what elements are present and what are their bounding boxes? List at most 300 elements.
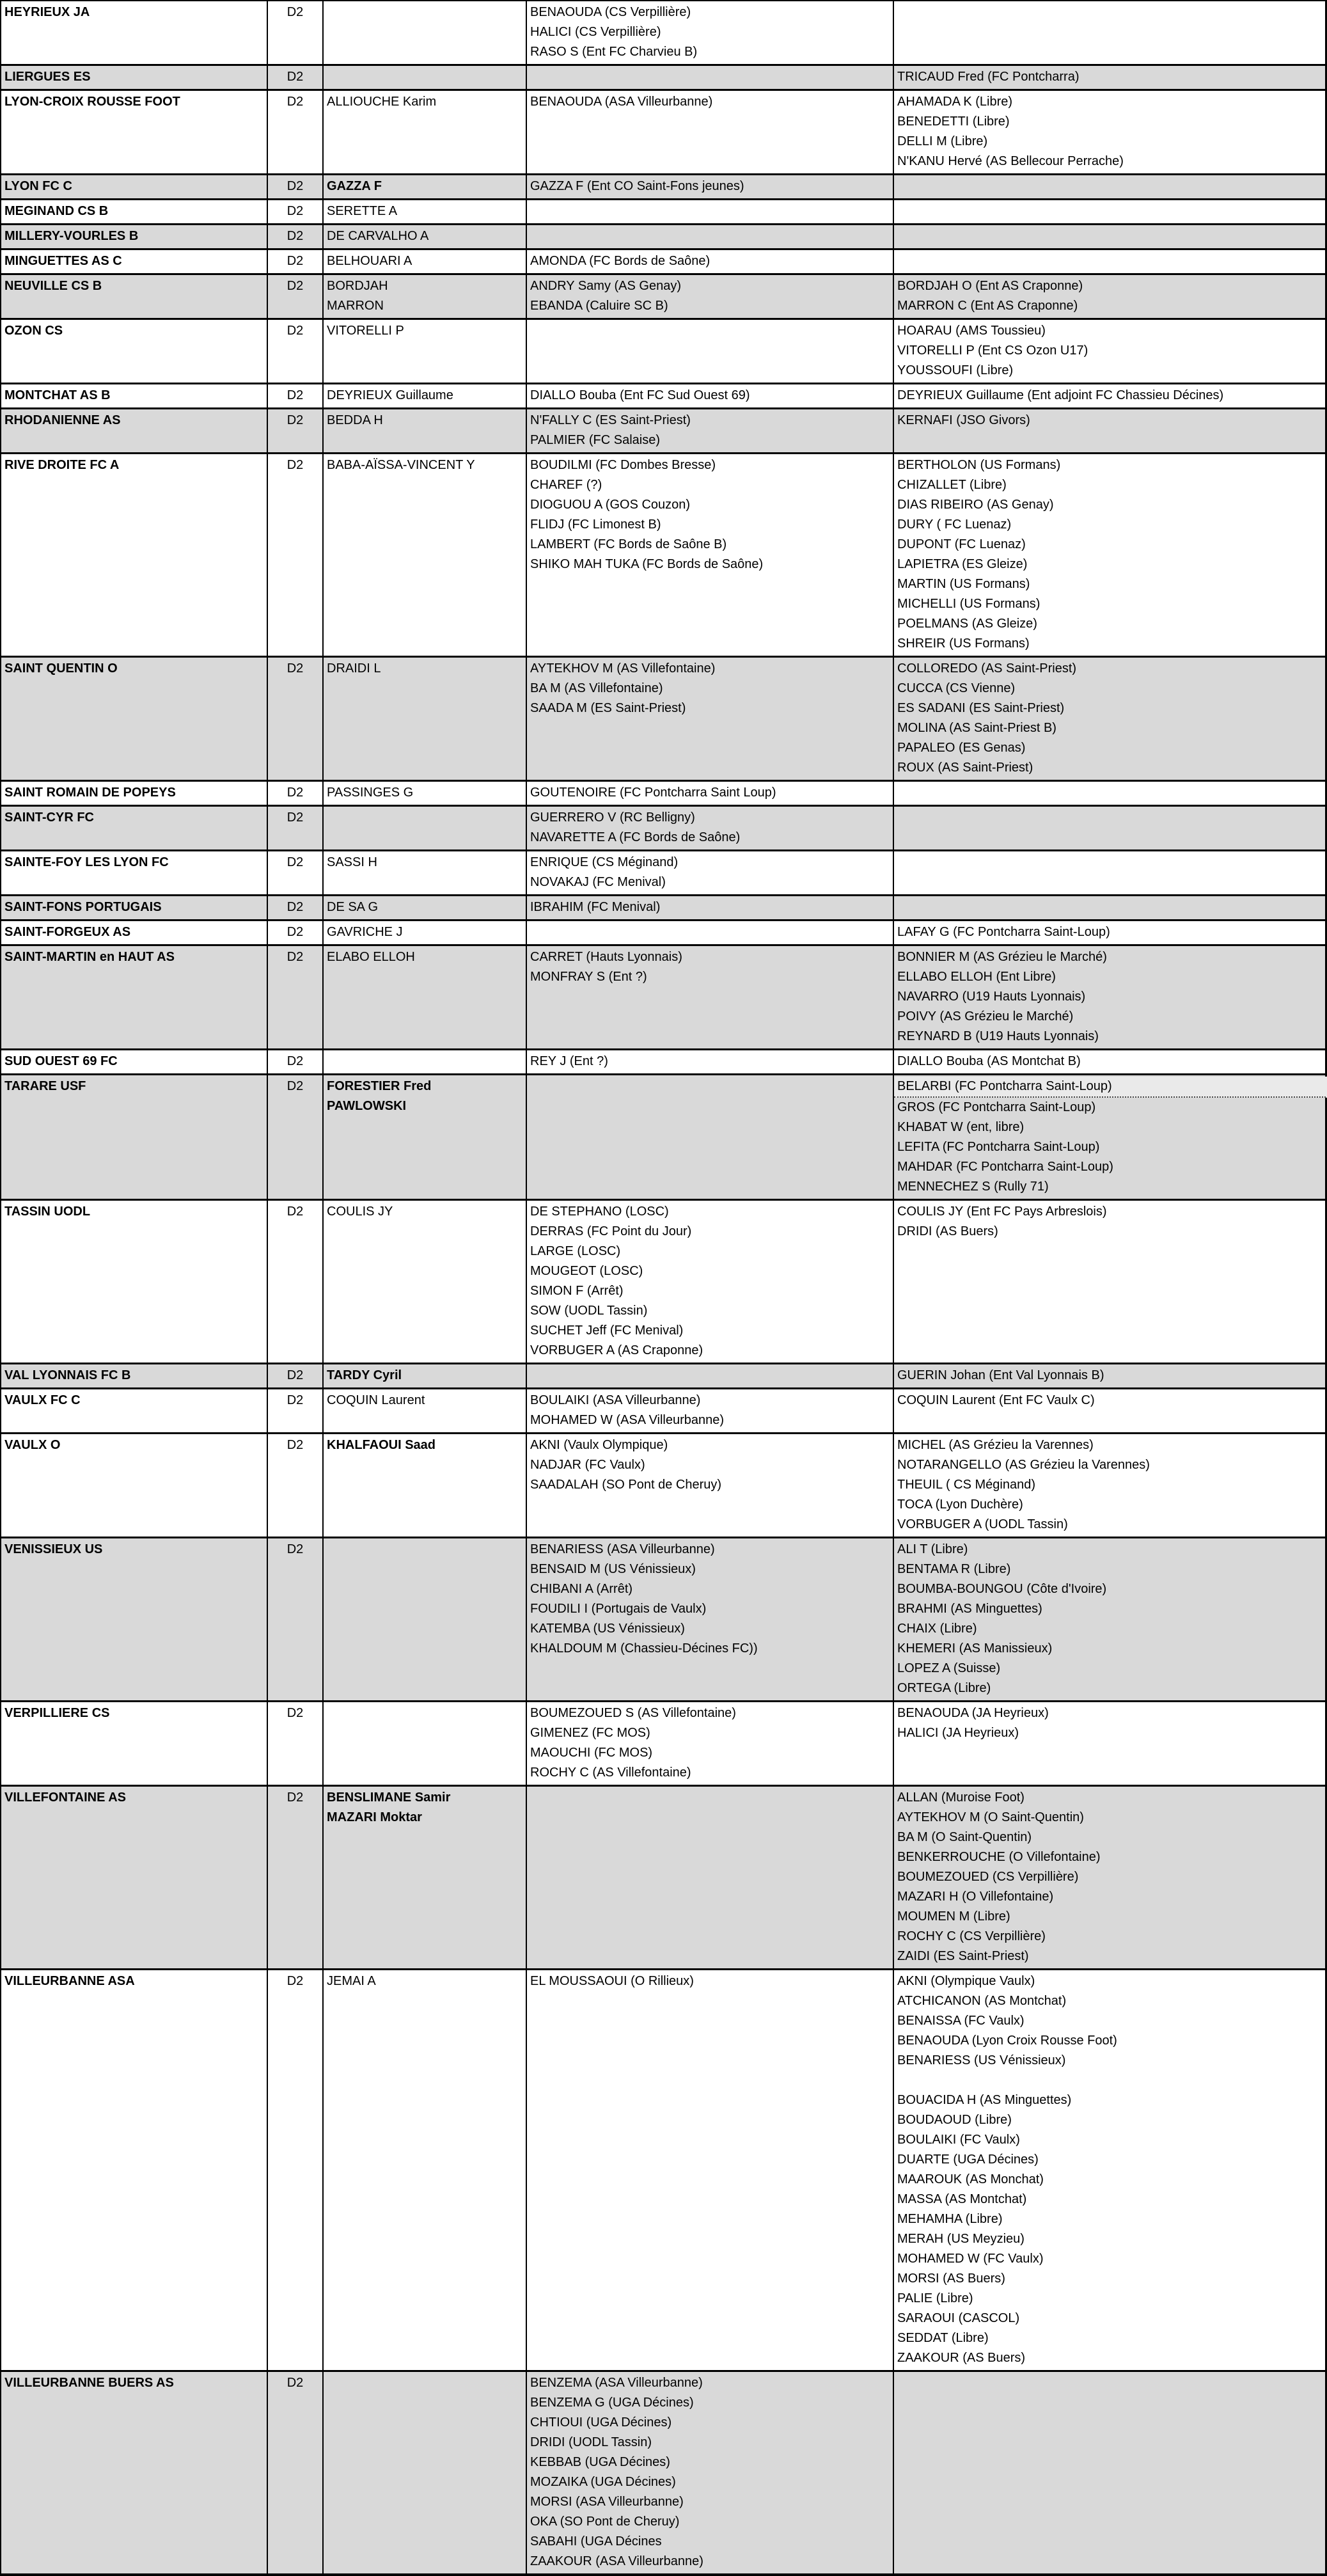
- departures-cell: [894, 782, 1327, 805]
- departure-line: DIALLO Bouba (AS Montchat B): [897, 1054, 1081, 1068]
- departure-line: ROCHY C (CS Verpillière): [897, 1929, 1046, 1943]
- division-cell: D2: [268, 1970, 324, 2370]
- table-row: [1, 782, 1325, 807]
- table-row: [1, 921, 1325, 946]
- departure-line: MAAROUK (AS Monchat): [897, 2172, 1044, 2186]
- arrival-line: FLIDJ (FC Limonest B): [530, 518, 661, 532]
- departure-line: ROUX (AS Saint-Priest): [897, 761, 1033, 775]
- coach-cell: [324, 454, 527, 656]
- table-row: [1, 275, 1325, 320]
- departure-line: MOUMEN M (Libre): [897, 1909, 1010, 1924]
- table-row: [1, 91, 1325, 175]
- arrival-line: BENZEMA (ASA Villeurbanne): [530, 2376, 703, 2390]
- club-name-cell: MONTCHAT AS B: [1, 384, 268, 407]
- departure-line: BENKERROUCHE (O Villefontaine): [897, 1850, 1101, 1864]
- departure-line: KHEMERI (AS Manissieux): [897, 1641, 1053, 1655]
- arrival-line: AKNI (Vaulx Olympique): [530, 1438, 668, 1452]
- arrival-line: BA M (AS Villefontaine): [530, 681, 663, 695]
- departures-cell: [894, 1364, 1327, 1387]
- departures-cell: [894, 2372, 1327, 2573]
- departure-line: DEYRIEUX Guillaume (Ent adjoint FC Chassieu Décines): [897, 388, 1224, 402]
- division-cell: D2: [268, 66, 324, 89]
- departure-line: BENAISSA (FC Vaulx): [897, 2014, 1025, 2028]
- arrival-line: GAZZA F (Ent CO Saint-Fons jeunes): [530, 179, 744, 193]
- departure-line: DUARTE (UGA Décines): [897, 2153, 1039, 2167]
- division-cell: D2: [268, 896, 324, 919]
- arrival-line: CHTIOUI (UGA Décines): [530, 2415, 672, 2430]
- table-row: [1, 1787, 1325, 1970]
- club-name-cell: VILLEFONTAINE AS: [1, 1787, 268, 1968]
- departures-cell: [894, 807, 1327, 849]
- departures-cell: [894, 921, 1327, 944]
- table-row: [1, 2372, 1325, 2573]
- departures-cell: [894, 1787, 1327, 1968]
- departure-line: MICHELLI (US Formans): [897, 597, 1040, 611]
- departure-line: ATCHICANON (AS Montchat): [897, 1994, 1067, 2008]
- club-name-cell: HEYRIEUX JA: [1, 1, 268, 64]
- arrival-line: CARRET (Hauts Lyonnais): [530, 950, 682, 964]
- division-cell: D2: [268, 946, 324, 1048]
- departure-line: PAPALEO (ES Genas): [897, 741, 1026, 755]
- table-row: [1, 1538, 1325, 1702]
- departure-line: GROS (FC Pontcharra Saint-Loup): [897, 1100, 1096, 1114]
- departure-line: MOHAMED W (FC Vaulx): [897, 2252, 1044, 2266]
- arrivals-cell: [527, 1075, 894, 1199]
- coache-line: VITORELLI P: [327, 324, 404, 338]
- departures-cell: [894, 250, 1327, 273]
- departures-cell: [894, 1389, 1327, 1432]
- coache-line: TARDY Cyril: [327, 1368, 402, 1382]
- coach-cell: [324, 1050, 527, 1073]
- departure-line: DIAS RIBEIRO (AS Genay): [897, 498, 1054, 512]
- coache-line: MARRON: [327, 299, 384, 313]
- club-name-cell: NEUVILLE CS B: [1, 275, 268, 318]
- table-row: [1, 409, 1325, 454]
- coach-cell: [324, 409, 527, 452]
- departure-line: MARRON C (Ent AS Craponne): [897, 299, 1078, 313]
- arrival-line: SABAHI (UGA Décines: [530, 2534, 662, 2548]
- table-row: [1, 225, 1325, 250]
- departure-line: N'KANU Hervé (AS Bellecour Perrache): [897, 154, 1124, 168]
- club-name-cell: TASSIN UODL: [1, 1201, 268, 1363]
- table-row: [1, 807, 1325, 851]
- club-name-cell: SAINT QUENTIN O: [1, 658, 268, 780]
- departure-line: HALICI (JA Heyrieux): [897, 1726, 1019, 1740]
- departure-line: COQUIN Laurent (Ent FC Vaulx C): [897, 1393, 1095, 1407]
- departure-line: LOPEZ A (Suisse): [897, 1661, 1001, 1675]
- departures-cell: [894, 1434, 1327, 1537]
- arrival-line: EL MOUSSAOUI (O Rillieux): [530, 1974, 694, 1988]
- table-row: [1, 1050, 1325, 1075]
- departure-line: COLLOREDO (AS Saint-Priest): [897, 661, 1077, 676]
- arrival-line: NOVAKAJ (FC Menival): [530, 875, 666, 889]
- club-name-cell: VILLEURBANNE ASA: [1, 1970, 268, 2370]
- arrivals-cell: [527, 921, 894, 944]
- departure-line: LAPIETRA (ES Gleize): [897, 557, 1028, 571]
- coache-line: JEMAI A: [327, 1974, 376, 1988]
- club-name-cell: TARARE USF: [1, 1075, 268, 1199]
- division-cell: D2: [268, 250, 324, 273]
- arrival-line: BENAOUDA (ASA Villeurbanne): [530, 95, 713, 109]
- coach-cell: [324, 275, 527, 318]
- arrivals-cell: [527, 1970, 894, 2370]
- arrival-line: MAOUCHI (FC MOS): [530, 1746, 653, 1760]
- table-row: [1, 66, 1325, 91]
- division-cell: D2: [268, 275, 324, 318]
- coache-line: GAVRICHE J: [327, 925, 403, 939]
- coache-line: MAZARI Moktar: [327, 1810, 422, 1824]
- arrivals-cell: [527, 200, 894, 223]
- departures-cell: [894, 225, 1327, 248]
- arrivals-cell: [527, 1538, 894, 1700]
- departure-line: TOCA (Lyon Duchère): [897, 1497, 1023, 1512]
- arrivals-cell: [527, 1364, 894, 1387]
- coach-cell: [324, 175, 527, 198]
- coach-cell: [324, 250, 527, 273]
- arrivals-cell: [527, 851, 894, 894]
- departure-line: DRIDI (AS Buers): [897, 1224, 998, 1238]
- table-row: [1, 384, 1325, 409]
- table-row: [1, 1434, 1325, 1538]
- division-cell: D2: [268, 1434, 324, 1537]
- club-name-cell: LIERGUES ES: [1, 66, 268, 89]
- club-name-cell: VENISSIEUX US: [1, 1538, 268, 1700]
- coach-cell: [324, 1787, 527, 1968]
- departure-line: BOUMEZOUED (CS Verpillière): [897, 1870, 1079, 1884]
- departure-line: BENARIESS (US Vénissieux): [897, 2053, 1066, 2067]
- coach-cell: [324, 807, 527, 849]
- club-name-cell: MILLERY-VOURLES B: [1, 225, 268, 248]
- departure-line: BENAOUDA (JA Heyrieux): [897, 1706, 1049, 1720]
- club-name-cell: SAINT-FORGEUX AS: [1, 921, 268, 944]
- club-name-cell: SAINT-CYR FC: [1, 807, 268, 849]
- club-name-cell: MEGINAND CS B: [1, 200, 268, 223]
- departures-cell: [894, 409, 1327, 452]
- arrivals-cell: [527, 658, 894, 780]
- coach-cell: [324, 225, 527, 248]
- arrivals-cell: [527, 2372, 894, 2573]
- table-row: [1, 1075, 1325, 1201]
- departure-line: NOTARANGELLO (AS Grézieu la Varennes): [897, 1458, 1150, 1472]
- departure-line: REYNARD B (U19 Hauts Lyonnais): [897, 1029, 1099, 1043]
- coache-line: FORESTIER Fred: [327, 1079, 432, 1093]
- coach-cell: [324, 1201, 527, 1363]
- coach-cell: [324, 1364, 527, 1387]
- departures-cell: [894, 658, 1327, 780]
- coach-cell: [324, 946, 527, 1048]
- departure-line: KERNAFI (JSO Givors): [897, 413, 1030, 427]
- coach-cell: [324, 782, 527, 805]
- coache-line: BELHOUARI A: [327, 254, 412, 268]
- departure-line: POELMANS (AS Gleize): [897, 617, 1037, 631]
- arrivals-cell: [527, 91, 894, 173]
- arrival-line: SIMON F (Arrêt): [530, 1284, 624, 1298]
- arrivals-cell: [527, 275, 894, 318]
- division-cell: D2: [268, 782, 324, 805]
- arrivals-cell: [527, 807, 894, 849]
- arrival-line: MOUGEOT (LOSC): [530, 1264, 643, 1278]
- division-cell: D2: [268, 225, 324, 248]
- departures-cell: [894, 66, 1327, 89]
- departure-line: ALLAN (Muroise Foot): [897, 1790, 1025, 1805]
- departure-line: BENAOUDA (Lyon Croix Rousse Foot): [897, 2034, 1117, 2048]
- division-cell: D2: [268, 1, 324, 64]
- coache-line: BENSLIMANE Samir: [327, 1790, 451, 1805]
- arrival-line: BOUMEZOUED S (AS Villefontaine): [530, 1706, 736, 1720]
- arrivals-cell: [527, 1201, 894, 1363]
- table-row: [1, 896, 1325, 921]
- coache-line: BABA-AÏSSA-VINCENT Y: [327, 458, 475, 472]
- departure-line: MERAH (US Meyzieu): [897, 2232, 1025, 2246]
- division-cell: D2: [268, 454, 324, 656]
- club-name-cell: SAINTE-FOY LES LYON FC: [1, 851, 268, 894]
- arrival-line: MOHAMED W (ASA Villeurbanne): [530, 1413, 725, 1427]
- table-row: [1, 1702, 1325, 1787]
- arrival-line: DRIDI (UODL Tassin): [530, 2435, 652, 2449]
- club-name-cell: VERPILLIERE CS: [1, 1702, 268, 1785]
- arrival-line: GOUTENOIRE (FC Pontcharra Saint Loup): [530, 786, 776, 800]
- club-name-cell: RHODANIENNE AS: [1, 409, 268, 452]
- departures-cell: [894, 851, 1327, 894]
- division-cell: D2: [268, 1538, 324, 1700]
- table-row: [1, 320, 1325, 384]
- departure-line: ZAAKOUR (AS Buers): [897, 2351, 1026, 2365]
- arrival-line: N'FALLY C (ES Saint-Priest): [530, 413, 691, 427]
- division-cell: D2: [268, 658, 324, 780]
- departures-cell: [894, 275, 1327, 318]
- departure-line: ZAIDI (ES Saint-Priest): [897, 1949, 1029, 1963]
- departure-line: POIVY (AS Grézieu le Marché): [897, 1009, 1074, 1023]
- departure-line: BOUDAOUD (Libre): [897, 2113, 1012, 2127]
- arrival-line: SOW (UODL Tassin): [530, 1304, 648, 1318]
- coache-line: ALLIOUCHE Karim: [327, 95, 437, 109]
- club-name-cell: OZON CS: [1, 320, 268, 383]
- coache-line: BEDDA H: [327, 413, 383, 427]
- departure-line: BERTHOLON (US Formans): [897, 458, 1061, 472]
- departure-line: THEUIL ( CS Méginand): [897, 1478, 1035, 1492]
- departure-line: BOULAIKI (FC Vaulx): [897, 2133, 1020, 2147]
- departure-line: BOUMBA-BOUNGOU (Côte d'Ivoire): [897, 1582, 1107, 1596]
- arrival-line: SAADA M (ES Saint-Priest): [530, 701, 686, 715]
- division-cell: D2: [268, 851, 324, 894]
- departure-line: CHAIX (Libre): [897, 1622, 977, 1636]
- arrival-line: BENAOUDA (CS Verpillière): [530, 5, 691, 19]
- arrival-line: DERRAS (FC Point du Jour): [530, 1224, 692, 1238]
- coach-cell: [324, 2372, 527, 2573]
- departures-cell: [894, 1, 1327, 64]
- coach-cell: [324, 200, 527, 223]
- table-row: [1, 1, 1325, 66]
- arrival-line: NADJAR (FC Vaulx): [530, 1458, 645, 1472]
- arrivals-cell: [527, 1434, 894, 1537]
- departures-cell: [894, 1201, 1327, 1363]
- arrivals-cell: [527, 454, 894, 656]
- club-name-cell: LYON FC C: [1, 175, 268, 198]
- departure-line: KHABAT W (ent, libre): [897, 1120, 1025, 1134]
- departure-line: DURY ( FC Luenaz): [897, 518, 1012, 532]
- arrivals-cell: [527, 250, 894, 273]
- departure-line: MENNECHEZ S (Rully 71): [897, 1180, 1049, 1194]
- coach-cell: [324, 1702, 527, 1785]
- club-name-cell: SAINT-FONS PORTUGAIS: [1, 896, 268, 919]
- departure-line: DELLI M (Libre): [897, 134, 988, 148]
- departure-line: AYTEKHOV M (O Saint-Quentin): [897, 1810, 1084, 1824]
- departure-line: ELLABO ELLOH (Ent Libre): [897, 970, 1056, 984]
- division-cell: D2: [268, 1702, 324, 1785]
- arrival-line: REY J (Ent ?): [530, 1054, 608, 1068]
- arrival-line: DIALLO Bouba (Ent FC Sud Ouest 69): [530, 388, 750, 402]
- coache-line: DE CARVALHO A: [327, 229, 429, 243]
- club-name-cell: SAINT-MARTIN en HAUT AS: [1, 946, 268, 1048]
- departure-line: AKNI (Olympique Vaulx): [897, 1974, 1035, 1988]
- coache-line: ELABO ELLOH: [327, 950, 415, 964]
- departure-line: AHAMADA K (Libre): [897, 95, 1013, 109]
- departure-line: LEFITA (FC Pontcharra Saint-Loup): [897, 1140, 1100, 1154]
- coache-line: SASSI H: [327, 855, 377, 869]
- division-cell: D2: [268, 200, 324, 223]
- arrival-line: KATEMBA (US Vénissieux): [530, 1622, 685, 1636]
- departure-line: YOUSSOUFI (Libre): [897, 363, 1014, 377]
- arrival-line: ENRIQUE (CS Méginand): [530, 855, 679, 869]
- arrivals-cell: [527, 66, 894, 89]
- table-row: [1, 1201, 1325, 1364]
- arrival-line: VORBUGER A (AS Craponne): [530, 1343, 703, 1357]
- coach-cell: [324, 91, 527, 173]
- coach-cell: [324, 1389, 527, 1432]
- arrival-line: BOUDILMI (FC Dombes Bresse): [530, 458, 716, 472]
- arrival-line: FOUDILI I (Portugais de Vaulx): [530, 1602, 707, 1616]
- table-row: [1, 175, 1325, 200]
- division-cell: D2: [268, 1075, 324, 1199]
- club-name-cell: VAL LYONNAIS FC B: [1, 1364, 268, 1387]
- arrival-line: BOULAIKI (ASA Villeurbanne): [530, 1393, 701, 1407]
- arrivals-cell: [527, 175, 894, 198]
- departure-line: LAFAY G (FC Pontcharra Saint-Loup): [897, 925, 1110, 939]
- coach-cell: [324, 1970, 527, 2370]
- arrival-line: BENARIESS (ASA Villeurbanne): [530, 1542, 715, 1556]
- arrival-line: KHALDOUM M (Chassieu-Décines FC)): [530, 1641, 758, 1655]
- arrivals-cell: [527, 1389, 894, 1432]
- departure-line: ES SADANI (ES Saint-Priest): [897, 701, 1065, 715]
- arrival-line: LAMBERT (FC Bords de Saône B): [530, 537, 727, 551]
- arrival-line: EBANDA (Caluire SC B): [530, 299, 668, 313]
- arrival-line: SUCHET Jeff (FC Menival): [530, 1324, 684, 1338]
- coach-cell: [324, 896, 527, 919]
- coache-line: DRAIDI L: [327, 661, 381, 676]
- coach-cell: [324, 1538, 527, 1700]
- departure-line: DUPONT (FC Luenaz): [897, 537, 1026, 551]
- arrival-line: DE STEPHANO (LOSC): [530, 1205, 669, 1219]
- coach-cell: [324, 1, 527, 64]
- club-name-cell: VAULX O: [1, 1434, 268, 1537]
- departure-line: MAHDAR (FC Pontcharra Saint-Loup): [897, 1160, 1113, 1174]
- departure-line: BOUACIDA H (AS Minguettes): [897, 2093, 1072, 2107]
- departure-line: BENTAMA R (Libre): [897, 1562, 1011, 1576]
- club-name-cell: VILLEURBANNE BUERS AS: [1, 2372, 268, 2573]
- departures-cell: [894, 946, 1327, 1048]
- departure-line: SARAOUI (CASCOL): [897, 2311, 1020, 2325]
- arrival-line: AYTEKHOV M (AS Villefontaine): [530, 661, 716, 676]
- departure-line: MOLINA (AS Saint-Priest B): [897, 721, 1056, 735]
- club-name-cell: LYON-CROIX ROUSSE FOOT: [1, 91, 268, 173]
- arrivals-cell: [527, 1050, 894, 1073]
- division-cell: D2: [268, 1389, 324, 1432]
- arrival-line: DIOGUOU A (GOS Couzon): [530, 498, 691, 512]
- arrival-line: PALMIER (FC Salaise): [530, 433, 661, 447]
- departures-cell: [894, 91, 1327, 173]
- division-cell: D2: [268, 409, 324, 452]
- departure-line: PALIE (Libre): [897, 2291, 973, 2305]
- coach-cell: [324, 320, 527, 383]
- arrival-line: NAVARETTE A (FC Bords de Saône): [530, 830, 741, 844]
- coache-line: PAWLOWSKI: [327, 1099, 407, 1113]
- coach-cell: [324, 1075, 527, 1199]
- division-cell: D2: [268, 1787, 324, 1968]
- table-row: [1, 200, 1325, 225]
- division-cell: D2: [268, 1201, 324, 1363]
- division-cell: D2: [268, 384, 324, 407]
- arrival-line: HALICI (CS Verpillière): [530, 25, 661, 39]
- departures-cell: [894, 320, 1327, 383]
- arrival-line: OKA (SO Pont de Cheruy): [530, 2515, 680, 2529]
- departure-line: BONNIER M (AS Grézieu le Marché): [897, 950, 1107, 964]
- table-row: [1, 250, 1325, 275]
- departure-line: COULIS JY (Ent FC Pays Arbreslois): [897, 1205, 1107, 1219]
- departure-line: BRAHMI (AS Minguettes): [897, 1602, 1042, 1616]
- arrival-line: AMONDA (FC Bords de Saône): [530, 254, 711, 268]
- coache-line: PASSINGES G: [327, 786, 414, 800]
- coach-cell: [324, 66, 527, 89]
- arrivals-cell: [527, 1787, 894, 1968]
- departures-cell: [894, 1702, 1327, 1785]
- coach-cell: [324, 384, 527, 407]
- arrivals-cell: [527, 782, 894, 805]
- departure-line: NAVARRO (U19 Hauts Lyonnais): [897, 990, 1086, 1004]
- coache-line: KHALFAOUI Saad: [327, 1438, 436, 1452]
- arrivals-cell: [527, 384, 894, 407]
- arrival-line: SHIKO MAH TUKA (FC Bords de Saône): [530, 557, 764, 571]
- table-row: [1, 1970, 1325, 2372]
- departure-line: CHIZALLET (Libre): [897, 478, 1007, 492]
- table-row: [1, 658, 1325, 782]
- departures-cell: [894, 384, 1327, 407]
- coache-line: COQUIN Laurent: [327, 1393, 425, 1407]
- arrivals-cell: [527, 320, 894, 383]
- departure-line: [897, 2071, 1326, 2090]
- division-cell: D2: [268, 807, 324, 849]
- division-cell: D2: [268, 1364, 324, 1387]
- departure-line: MARTIN (US Formans): [897, 577, 1030, 591]
- departure-line: MAZARI H (O Villefontaine): [897, 1890, 1054, 1904]
- departures-cell: [894, 1970, 1327, 2370]
- table-row: [1, 1364, 1325, 1389]
- departure-line: VITORELLI P (Ent CS Ozon U17): [897, 344, 1088, 358]
- selected-cell-highlight: BELARBI (FC Pontcharra Saint-Loup): [894, 1077, 1327, 1098]
- arrivals-cell: [527, 409, 894, 452]
- departure-line: MORSI (AS Buers): [897, 2272, 1005, 2286]
- coache-line: DEYRIEUX Guillaume: [327, 388, 453, 402]
- departures-cell: [894, 1075, 1327, 1199]
- departures-cell: [894, 175, 1327, 198]
- departures-cell: [894, 200, 1327, 223]
- table-row: [1, 851, 1325, 896]
- arrivals-cell: [527, 1, 894, 64]
- arrival-line: KEBBAB (UGA Décines): [530, 2455, 670, 2469]
- departures-cell: [894, 1050, 1327, 1073]
- arrival-line: GUERRERO V (RC Belligny): [530, 810, 695, 825]
- table-row: [1, 454, 1325, 658]
- division-cell: D2: [268, 320, 324, 383]
